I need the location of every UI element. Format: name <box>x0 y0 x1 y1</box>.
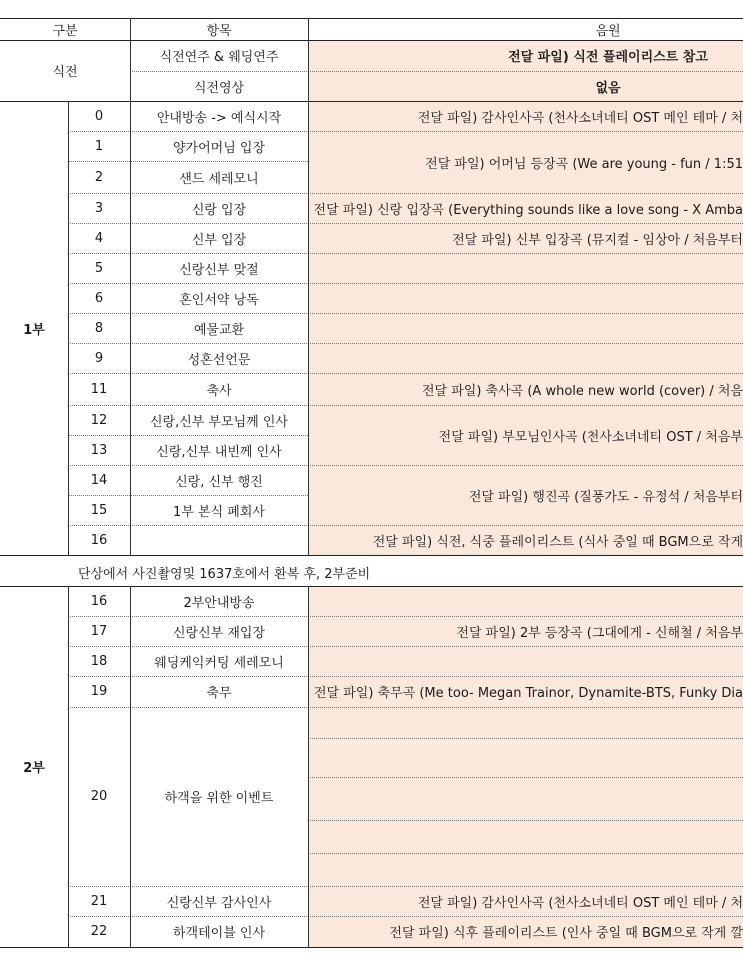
row-divider <box>68 193 743 194</box>
part2-row-number: 16 <box>90 593 108 609</box>
part1-row-number: 14 <box>90 472 108 488</box>
row-divider <box>68 373 743 374</box>
part1-merged-music: 전달 파일) 행진곡 (질풍가도 - 유정석 / 처음부터 <box>468 489 743 505</box>
header-hangmok: 항목 <box>206 24 232 39</box>
part1-row-item: 혼인서약 낭독 <box>179 292 259 308</box>
part1-row-number: 0 <box>94 108 104 124</box>
part1-row-item: 안내방송 -> 예식시작 <box>156 110 282 126</box>
part2-row-number: 20 <box>90 789 108 804</box>
part1-row-item: 예물교환 <box>193 322 245 338</box>
sikjeon-label: 식전 <box>52 65 78 80</box>
part1-row-number: 4 <box>94 230 104 246</box>
part1-row-number: 15 <box>90 502 108 518</box>
sikjeon-item-0: 식전연주 & 웨딩연주 <box>159 50 279 65</box>
part2-row-number: 21 <box>90 893 108 909</box>
part2-row-music: 전달 파일) 2부 등장곡 (그대에게 - 신해철 / 처음부 <box>456 625 743 641</box>
row-divider <box>68 525 743 526</box>
part1-row-number: 16 <box>90 532 108 548</box>
row-divider <box>68 343 743 344</box>
part2-row-number: 18 <box>90 653 108 669</box>
part1-row-number: 5 <box>94 260 104 276</box>
row-divider <box>68 161 308 162</box>
column-divider <box>68 586 69 947</box>
row-divider <box>68 616 743 617</box>
row-divider <box>0 101 743 102</box>
column-divider <box>308 18 309 101</box>
header-gubun: 구분 <box>52 24 78 39</box>
row-divider <box>308 820 743 821</box>
header-eumwon: 음원 <box>595 24 621 39</box>
part1-row-number: 9 <box>94 350 104 366</box>
part1-row-number: 8 <box>94 320 104 336</box>
part1-row-item: 성혼선언문 <box>187 352 251 368</box>
part2-row-item: 축무 <box>206 686 232 701</box>
part2-row-number: 19 <box>90 684 108 699</box>
part1-row-item: 신랑 입장 <box>191 202 247 218</box>
row-divider <box>68 253 743 254</box>
part2-row-item: 하객을 위한 이벤트 <box>164 791 274 806</box>
part2-row-item: 신랑신부 감사인사 <box>166 895 272 911</box>
part2-row-number: 22 <box>90 924 108 939</box>
row-divider <box>68 223 743 224</box>
part1-row-item: 축사 <box>206 383 232 399</box>
part1-row-number: 3 <box>94 200 104 216</box>
column-divider <box>308 101 309 555</box>
column-divider <box>308 586 309 947</box>
part1-row-number: 11 <box>90 381 108 397</box>
row-divider <box>68 313 743 314</box>
row-divider <box>68 465 743 466</box>
row-divider <box>0 947 743 948</box>
part2-music <box>308 586 743 947</box>
part1-row-item: 신랑,신부 내빈께 인사 <box>156 444 282 460</box>
part2-row-item: 웨딩케익커팅 세레모니 <box>154 655 284 671</box>
row-divider <box>0 555 743 556</box>
row-divider <box>68 646 743 647</box>
part1-merged-music: 전달 파일) 부모님인사곡 (천사소녀네티 OST / 처음부 <box>438 429 743 445</box>
column-divider <box>130 18 131 101</box>
part1-merged-music: 전달 파일) 어머님 등장곡 (We are young - fun / 1:51 <box>425 156 743 172</box>
row-divider <box>308 738 743 739</box>
row-divider <box>68 676 743 677</box>
row-divider <box>0 586 743 587</box>
part2-row-music: 전달 파일) 감사인사곡 (천사소녀네티 OST 메인 테마 / 처 <box>417 895 743 911</box>
part2-row-item: 신랑신부 재입장 <box>172 625 266 641</box>
part1-row-number: 13 <box>90 442 108 458</box>
part1-row-music: 전달 파일) 식전, 식중 플레이리스트 (식사 중일 때 BGM으로 작게 <box>372 534 743 550</box>
row-divider <box>68 707 743 708</box>
part1-label: 1부 <box>23 322 45 338</box>
row-divider <box>308 777 743 778</box>
part1-row-number: 1 <box>94 138 104 154</box>
part1-row-item: 신부 입장 <box>191 232 247 248</box>
sikjeon-music-1: 없음 <box>595 80 621 96</box>
column-divider <box>68 101 69 555</box>
row-divider <box>130 71 743 72</box>
row-divider <box>308 853 743 854</box>
part1-row-item: 양가어머님 입장 <box>172 140 266 156</box>
sikjeon-item-1: 식전영상 <box>193 80 245 96</box>
part2-row-item: 하객테이블 인사 <box>172 926 266 941</box>
part2-row-number: 17 <box>90 623 108 639</box>
part1-row-item: 1부 본식 폐회사 <box>173 504 265 520</box>
row-divider <box>0 18 743 19</box>
part1-music <box>308 101 743 555</box>
part1-row-music: 전달 파일) 축사곡 (A whole new world (cover) / 처음 <box>421 383 743 399</box>
row-divider <box>68 886 743 887</box>
part1-row-music: 전달 파일) 감사인사곡 (천사소녀네티 OST 메인 테마 / 처 <box>417 110 743 126</box>
part1-row-item <box>130 525 308 555</box>
part1-row-music: 전달 파일) 신랑 입장곡 (Everything sounds like a love song - X Amba <box>313 202 743 218</box>
part1-row-item: 신랑, 신부 행진 <box>175 474 263 490</box>
row-divider <box>68 916 743 917</box>
interlude-text: 단상에서 사진촬영및 1637호에서 환복 후, 2부준비 <box>78 566 371 582</box>
part1-row-item: 신랑,신부 부모님께 인사 <box>150 414 288 430</box>
row-divider <box>68 405 743 406</box>
part1-row-number: 2 <box>94 169 104 185</box>
part2-row-item: 2부안내방송 <box>183 595 255 611</box>
part1-row-number: 12 <box>90 412 108 428</box>
sikjeon-music-0: 전달 파일) 식전 플레이리스트 참고 <box>508 50 708 65</box>
part1-row-item: 샌드 세레모니 <box>179 171 259 187</box>
part2-row-music: 전달 파일) 식후 플레이리스트 (인사 중일 때 BGM으로 작게 깔 <box>389 926 743 941</box>
row-divider <box>68 435 308 436</box>
column-divider <box>130 101 131 555</box>
row-divider <box>68 131 743 132</box>
part1-row-item: 신랑신부 맞절 <box>179 262 259 278</box>
part1-row-number: 6 <box>94 290 104 306</box>
part1-row-music: 전달 파일) 신부 입장곡 (뮤지컬 - 임상아 / 처음부터 <box>452 232 743 248</box>
part2-row-music: 전달 파일) 축무곡 (Me too- Megan Trainor, Dynamite-BTS, Funky Dia <box>313 686 743 701</box>
row-divider <box>68 283 743 284</box>
column-divider <box>130 586 131 947</box>
part2-label: 2부 <box>23 761 45 776</box>
row-divider <box>68 495 308 496</box>
row-divider <box>0 40 743 41</box>
